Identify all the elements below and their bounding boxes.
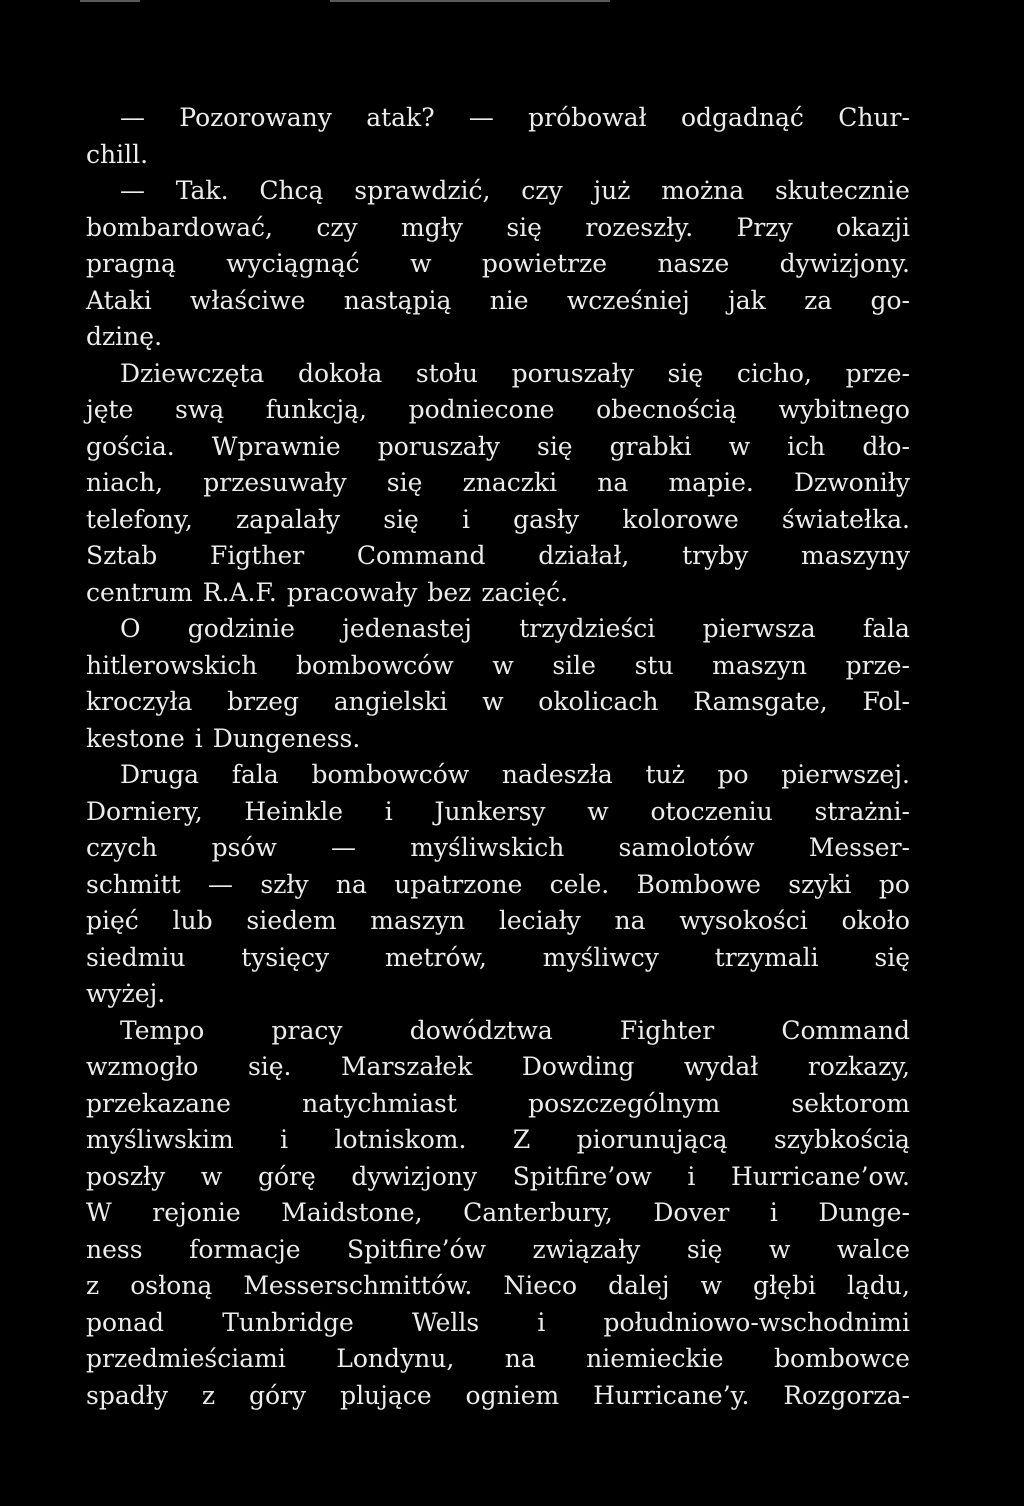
- word: fala: [231, 760, 279, 789]
- word: Messer-: [808, 833, 910, 862]
- word: wybitnego: [778, 395, 910, 424]
- word: plujące: [340, 1380, 432, 1410]
- word: się: [383, 504, 419, 534]
- word: prze-: [845, 650, 910, 680]
- text-line: [86, 1195, 910, 1232]
- word: właściwe: [190, 285, 306, 315]
- word: stu: [634, 650, 674, 680]
- word: na: [614, 906, 646, 935]
- word: kroczyła: [86, 687, 193, 716]
- word: i: [687, 1161, 696, 1191]
- word: cicho,: [736, 358, 812, 388]
- word: piorunującą: [576, 1125, 728, 1154]
- word: w: [700, 1271, 722, 1300]
- word: w: [587, 796, 609, 826]
- word: głębi: [753, 1271, 816, 1300]
- word: Druga: [120, 760, 200, 789]
- word: dalej: [608, 1271, 670, 1300]
- word: fala: [862, 614, 910, 643]
- word: za: [804, 285, 833, 315]
- text-line: [86, 794, 910, 831]
- word: dokoła: [297, 358, 383, 388]
- text-line: [86, 356, 910, 393]
- text-line: [86, 538, 910, 575]
- word: brzeg: [227, 687, 300, 716]
- word: Command: [781, 1015, 910, 1045]
- word: rozkazy,: [807, 1052, 910, 1081]
- word: dywizjony.: [779, 249, 910, 278]
- word: pragną: [86, 249, 176, 278]
- word: prze-: [845, 358, 910, 388]
- word: formacje: [189, 1234, 301, 1264]
- word: angielski: [333, 687, 448, 716]
- text-line: [86, 429, 910, 466]
- word: leciały: [498, 906, 581, 935]
- word: zapalały: [235, 504, 341, 534]
- word: nasze: [657, 249, 730, 278]
- word: pierwszej.: [781, 760, 910, 789]
- word: trzydzieści: [519, 614, 656, 643]
- word: skutecznie: [774, 176, 910, 205]
- word: ness: [86, 1234, 143, 1264]
- word: się: [536, 431, 573, 461]
- text-line: [86, 903, 910, 940]
- word: szły: [260, 869, 309, 899]
- word: Tak.: [175, 176, 229, 205]
- word: południowo-wschodnimi: [603, 1307, 910, 1337]
- word: i: [384, 796, 393, 826]
- word: zacięć.: [481, 577, 569, 607]
- word: dło-: [862, 431, 910, 461]
- word: wydał: [683, 1052, 759, 1081]
- word: gasły: [513, 504, 580, 534]
- word: tuż: [645, 760, 685, 789]
- word: funkcją,: [265, 395, 367, 424]
- word: pracowały: [286, 577, 418, 607]
- word: mapie.: [668, 468, 754, 497]
- word: samolotów: [618, 833, 755, 862]
- word: się: [874, 942, 910, 972]
- word: Nieco: [503, 1271, 578, 1300]
- text-line: [86, 721, 910, 758]
- word: szyki: [788, 869, 852, 899]
- word: pierwsza: [702, 614, 816, 643]
- text-line: [86, 1378, 910, 1415]
- word: R.A.F.: [202, 577, 277, 607]
- word: sile: [552, 650, 596, 680]
- word: i: [462, 504, 471, 534]
- text-line: [86, 757, 910, 794]
- text-line: [86, 319, 910, 356]
- text-line: [86, 1305, 910, 1342]
- word: ponad: [86, 1307, 165, 1337]
- word: bombowce: [773, 1344, 910, 1373]
- word: Przy: [736, 212, 793, 242]
- word: Chcą: [259, 176, 324, 205]
- word: po: [717, 760, 749, 789]
- text-line: [86, 246, 910, 283]
- word: spadły: [86, 1380, 168, 1410]
- word: kestone: [86, 723, 185, 753]
- word: Rozgorza-: [783, 1380, 910, 1410]
- word: w: [482, 687, 504, 716]
- word: otoczeniu: [650, 796, 773, 826]
- word: poszczególnym: [528, 1088, 721, 1118]
- text-line: [86, 173, 910, 210]
- word: Dunge-: [818, 1198, 910, 1227]
- word: O: [120, 614, 141, 643]
- text-line: [86, 976, 910, 1013]
- word: Dungeness.: [212, 723, 361, 753]
- word: walce: [836, 1234, 910, 1264]
- word: niemieckie: [586, 1344, 724, 1373]
- word: tysięcy: [241, 942, 330, 972]
- word: podniecone: [408, 395, 555, 424]
- word: okazji: [835, 212, 910, 242]
- word: przesuwały: [203, 468, 347, 497]
- word: schmitt: [86, 869, 181, 899]
- word: Tunbridge: [222, 1307, 354, 1337]
- word: Heinkle: [244, 796, 344, 826]
- word: Dover: [653, 1198, 730, 1227]
- word: niach,: [86, 468, 164, 497]
- word: Hurricane’ow.: [731, 1161, 910, 1191]
- word: cele.: [549, 869, 610, 899]
- word: szybkością: [773, 1125, 910, 1154]
- word: okolicach: [538, 687, 659, 716]
- word: dzinę.: [86, 322, 163, 351]
- word: próbował: [528, 103, 647, 132]
- word: Spitfire’ów: [347, 1234, 487, 1264]
- word: z: [86, 1271, 100, 1300]
- word: obecnością: [596, 395, 737, 424]
- word: —: [120, 176, 145, 205]
- text-line: [86, 940, 910, 977]
- text-line: [86, 1086, 910, 1123]
- word: go-: [870, 285, 910, 315]
- word: odgadnąć: [680, 103, 804, 132]
- word: można: [661, 176, 745, 205]
- word: poszły: [86, 1161, 166, 1191]
- word: się: [506, 212, 542, 242]
- word: bombowców: [311, 760, 470, 789]
- word: sprawdzić,: [354, 176, 491, 205]
- text-line: [86, 502, 910, 539]
- word: osłoną: [130, 1271, 213, 1300]
- word: wyżej.: [86, 979, 166, 1008]
- word: maszyn: [712, 650, 807, 680]
- word: Messerschmittów.: [243, 1271, 473, 1300]
- word: górę: [257, 1161, 316, 1191]
- word: Hurricane’y.: [593, 1380, 750, 1410]
- word: natychmiast: [302, 1088, 457, 1118]
- word: grabki: [609, 431, 692, 461]
- word: nie: [489, 285, 529, 315]
- word: chill.: [86, 139, 149, 169]
- text-line: [86, 1341, 910, 1378]
- text-line: [86, 1268, 910, 1305]
- word: po: [878, 869, 910, 899]
- word: bombardować,: [86, 212, 273, 242]
- word: wysokości: [679, 906, 808, 935]
- word: Dziewczęta: [120, 358, 265, 388]
- word: Wells: [411, 1307, 480, 1337]
- word: jak: [728, 285, 766, 315]
- word: się: [686, 1234, 723, 1264]
- text-line: [86, 465, 910, 502]
- word: na: [335, 869, 367, 899]
- word: w: [492, 650, 514, 680]
- word: około: [841, 906, 910, 935]
- word: w: [728, 431, 751, 461]
- word: rejonie: [152, 1198, 241, 1227]
- word: i: [769, 1198, 778, 1227]
- word: znaczki: [462, 468, 558, 497]
- word: Londynu,: [336, 1344, 455, 1373]
- text-line: [86, 830, 910, 867]
- word: poruszały: [377, 431, 500, 461]
- word: związały: [532, 1234, 641, 1264]
- word: Chur-: [838, 103, 910, 132]
- text-line: [86, 210, 910, 247]
- word: —: [120, 103, 145, 132]
- word: Junkersy: [434, 796, 546, 826]
- word: z: [201, 1380, 216, 1410]
- word: Ataki: [86, 285, 152, 315]
- text-line: [86, 1232, 910, 1269]
- word: przekazane: [86, 1088, 231, 1118]
- top-rule-right: [330, 0, 610, 2]
- word: —: [208, 869, 234, 899]
- word: Z: [512, 1125, 531, 1154]
- word: myśliwskich: [410, 833, 565, 862]
- word: Canterbury,: [463, 1198, 613, 1227]
- word: —: [468, 103, 494, 132]
- word: wyciągnąć: [226, 249, 360, 278]
- word: Fol-: [862, 687, 910, 716]
- word: maszyn: [370, 906, 466, 935]
- word: Sztab: [86, 541, 158, 570]
- word: —: [331, 833, 357, 862]
- word: ogniem: [465, 1380, 560, 1410]
- word: się.: [247, 1052, 292, 1081]
- word: psów: [211, 833, 277, 862]
- text-line: [86, 283, 910, 320]
- text-line: [86, 1049, 910, 1086]
- text-line: [86, 100, 910, 137]
- word: lub: [172, 906, 213, 935]
- word: przedmieściami: [86, 1344, 286, 1373]
- word: Maidstone,: [281, 1198, 423, 1227]
- word: na: [504, 1344, 536, 1373]
- word: pracy: [271, 1015, 343, 1045]
- word: Dorniery,: [86, 796, 203, 826]
- word: hitlerowskich: [86, 650, 258, 680]
- word: W: [86, 1198, 112, 1227]
- word: bez: [427, 577, 472, 607]
- word: dowództwa: [409, 1015, 553, 1045]
- top-rule-left: [80, 0, 140, 2]
- word: nadeszła: [501, 760, 613, 789]
- word: siedmiu: [86, 942, 186, 972]
- word: swą: [175, 395, 225, 424]
- word: Marszałek: [340, 1052, 473, 1081]
- word: czy: [316, 212, 358, 242]
- word: Figther: [209, 541, 305, 570]
- word: i: [537, 1307, 546, 1337]
- text-line: [86, 1122, 910, 1159]
- word: lotniskom.: [334, 1125, 467, 1154]
- text-line: [86, 575, 910, 612]
- word: działał,: [538, 541, 630, 570]
- word: telefony,: [86, 504, 193, 534]
- word: Bombowe: [636, 869, 761, 899]
- text-line: [86, 611, 910, 648]
- word: Spitfire’ow: [512, 1161, 652, 1191]
- word: i: [280, 1125, 289, 1154]
- word: strażni-: [814, 796, 910, 826]
- text-line: [86, 867, 910, 904]
- word: światełka.: [781, 504, 910, 534]
- word: godzinie: [187, 614, 295, 643]
- word: myśliwcy: [542, 942, 659, 972]
- page-text: [86, 100, 910, 1414]
- word: Fighter: [619, 1015, 715, 1045]
- word: Pozorowany: [179, 103, 332, 132]
- word: wzmogło: [86, 1052, 199, 1081]
- word: metrów,: [384, 942, 487, 972]
- text-line: [86, 392, 910, 429]
- word: wcześniej: [566, 285, 690, 315]
- word: w: [410, 249, 432, 278]
- word: Dowding: [521, 1052, 635, 1081]
- word: kolorowe: [622, 504, 739, 534]
- word: Dzwoniły: [793, 468, 910, 497]
- text-line: [86, 137, 910, 174]
- word: poruszały: [511, 358, 634, 388]
- word: czych: [86, 833, 158, 862]
- word: gościa.: [86, 431, 175, 461]
- word: Tempo: [120, 1015, 205, 1045]
- word: czy: [521, 176, 563, 205]
- text-line: [86, 648, 910, 685]
- word: centrum: [86, 577, 193, 607]
- word: siedem: [246, 906, 337, 935]
- word: się: [386, 468, 423, 497]
- word: upatrzone: [394, 869, 523, 899]
- word: dywizjony: [351, 1161, 478, 1191]
- word: stołu: [415, 358, 479, 388]
- word: na: [597, 468, 629, 497]
- word: jęte: [86, 395, 134, 424]
- word: Command: [356, 541, 486, 570]
- word: Wprawnie: [211, 431, 341, 461]
- word: się: [667, 358, 704, 388]
- word: sektorom: [791, 1088, 910, 1118]
- word: ich: [787, 431, 826, 461]
- word: pięć: [86, 906, 139, 935]
- word: trzymali: [714, 942, 819, 972]
- text-line: [86, 1013, 910, 1050]
- word: mgły: [400, 212, 463, 242]
- word: góry: [249, 1380, 307, 1410]
- word: rozeszły.: [585, 212, 694, 242]
- text-line: [86, 1159, 910, 1196]
- word: tryby: [682, 541, 749, 570]
- word: w: [200, 1161, 223, 1191]
- word: bombowców: [296, 650, 454, 680]
- word: w: [768, 1234, 791, 1264]
- word: powietrze: [481, 249, 608, 278]
- word: i: [194, 723, 203, 753]
- word: maszyny: [801, 541, 910, 570]
- text-line: [86, 684, 910, 721]
- word: jedenastej: [342, 614, 472, 643]
- word: atak?: [366, 103, 435, 132]
- word: lądu,: [847, 1271, 910, 1300]
- word: nastąpią: [343, 285, 452, 315]
- word: Ramsgate,: [693, 687, 828, 716]
- word: już: [593, 176, 631, 205]
- word: myśliwskim: [86, 1125, 234, 1154]
